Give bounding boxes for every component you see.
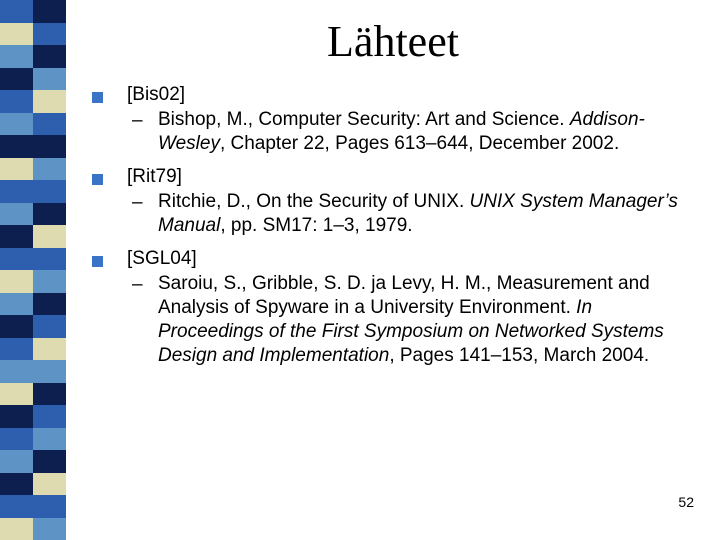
- stripe-block: [33, 90, 66, 113]
- stripe-block: [0, 180, 33, 203]
- stripe-block: [33, 225, 66, 248]
- reference-key: [Bis02]: [127, 84, 186, 105]
- stripe-block: [33, 68, 66, 91]
- citation-text-part: , Pages 141–153, March 2004.: [389, 345, 650, 366]
- citation-text-part: , pp. SM17: 1–3, 1979.: [220, 215, 413, 236]
- stripe-block: [33, 0, 66, 23]
- reference-key: [Rit79]: [127, 166, 182, 187]
- stripe-block: [33, 45, 66, 68]
- citation-text-part: Bishop, M., Computer Security: Art and Science.: [158, 109, 570, 130]
- sub-bullet-dash: –: [132, 192, 143, 213]
- reference-citation: [158, 272, 698, 368]
- stripe-block: [33, 23, 66, 46]
- stripe-block: [0, 383, 33, 406]
- stripe-block: [33, 338, 66, 361]
- stripe-block: [33, 293, 66, 316]
- stripe-block: [0, 495, 33, 518]
- stripe-block: [0, 45, 33, 68]
- bullet-square-icon: [92, 92, 103, 103]
- stripe-block: [0, 518, 33, 540]
- bullet-square-icon: [92, 174, 103, 185]
- stripe-block: [0, 90, 33, 113]
- stripe-block: [0, 293, 33, 316]
- citation-italic-part: UNIX System Manager’s Manual: [158, 191, 678, 236]
- stripe-block: [33, 203, 66, 226]
- stripe-block: [33, 135, 66, 158]
- decorative-stripe: [0, 0, 66, 540]
- stripe-block: [33, 158, 66, 181]
- stripe-block: [0, 270, 33, 293]
- stripe-block: [33, 248, 66, 271]
- reference-citation: [158, 190, 698, 238]
- stripe-block: [33, 113, 66, 136]
- stripe-block: [0, 225, 33, 248]
- stripe-block: [33, 270, 66, 293]
- stripe-block: [33, 518, 66, 540]
- stripe-block: [0, 360, 33, 383]
- stripe-block: [0, 113, 33, 136]
- reference-citation: [158, 108, 698, 156]
- stripe-block: [0, 338, 33, 361]
- sub-bullet-dash: –: [132, 274, 143, 295]
- citation-text-part: Ritchie, D., On the Security of UNIX.: [158, 191, 470, 212]
- stripe-block: [0, 158, 33, 181]
- citation-italic-part: Addison-Wesley: [158, 109, 645, 154]
- stripe-block: [0, 428, 33, 451]
- stripe-block: [0, 135, 33, 158]
- page-number: 52: [678, 494, 694, 510]
- stripe-block: [0, 68, 33, 91]
- sub-bullet-dash: –: [132, 110, 143, 131]
- stripe-block: [33, 383, 66, 406]
- stripe-block: [0, 248, 33, 271]
- citation-italic-part: In Proceedings of the First Symposium on Networked Systems Design and Implementation: [158, 297, 664, 366]
- stripe-block: [33, 428, 66, 451]
- stripe-block: [0, 203, 33, 226]
- stripe-block: [0, 315, 33, 338]
- citation-text-part: , Chapter 22, Pages 613–644, December 2002.: [219, 133, 620, 154]
- stripe-block: [33, 360, 66, 383]
- stripe-block: [33, 180, 66, 203]
- stripe-block: [0, 0, 33, 23]
- stripe-block: [33, 405, 66, 428]
- citation-text-part: Saroiu, S., Gribble, S. D. ja Levy, H. M., Measurement and Analysis of Spyware in a University Environment.: [158, 273, 650, 318]
- stripe-block: [0, 473, 33, 496]
- stripe-block: [33, 473, 66, 496]
- stripe-block: [0, 450, 33, 473]
- reference-key: [SGL04]: [127, 248, 197, 269]
- bullet-square-icon: [92, 256, 103, 267]
- stripe-block: [33, 450, 66, 473]
- stripe-block: [0, 23, 33, 46]
- stripe-block: [33, 495, 66, 518]
- stripe-block: [33, 315, 66, 338]
- slide-title: Lähteet: [327, 17, 459, 66]
- stripe-block: [0, 405, 33, 428]
